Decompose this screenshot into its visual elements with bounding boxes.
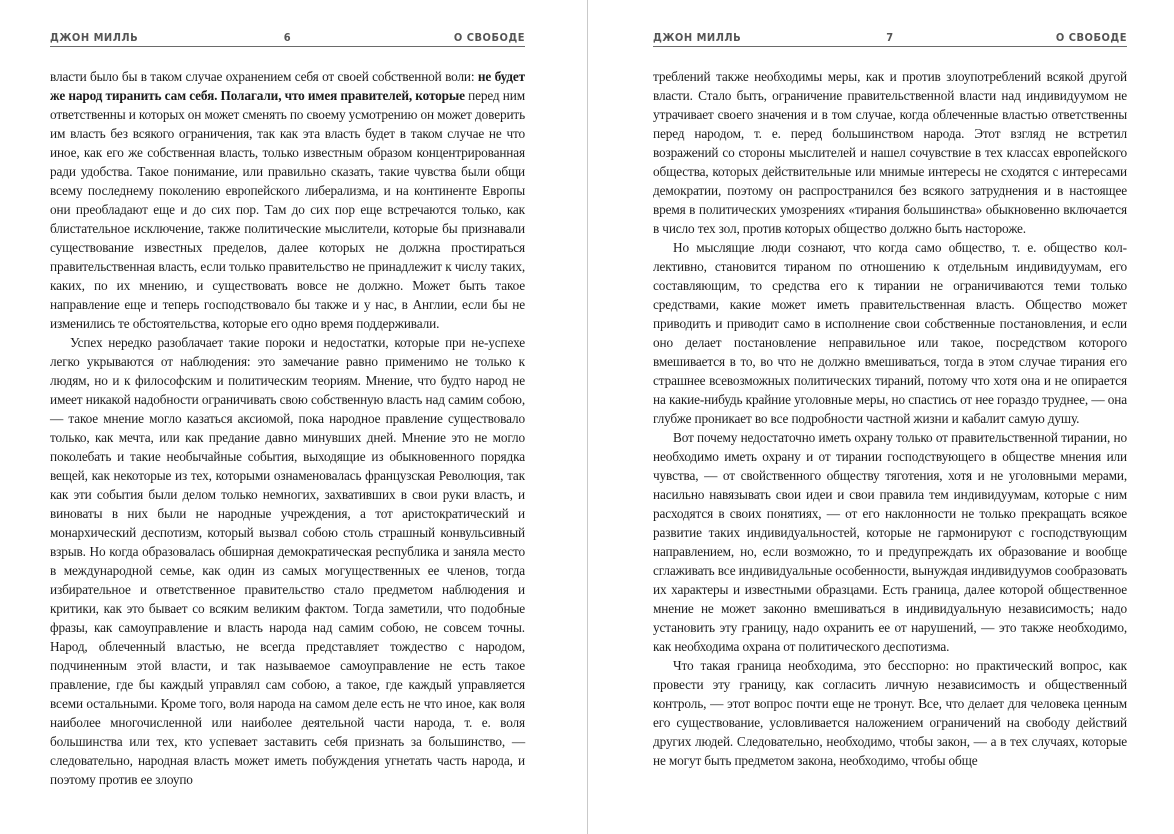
paragraph [50,67,525,333]
page-gutter [587,0,588,834]
paragraph [50,333,525,789]
paragraph: Вот почему недостаточно иметь охрану только от правительственной тирании, но необходимо иметь охрану и от тирании господствующего в обществе мнения или чувства, — от свойственного обществу тяготения, хотя и не уголовными мерами, насильно навязывать свои идеи и свои правила тем индивидуумам, которые с ним расходятся в своих понятиях, — от его наклонности не только прекращать всякое развитие таких индивидуальностей, которые не гармонируют с господствующим направлением, но, если возможно, то и предупреждать их образование и вообще сглаживать все индивидуальные особенности, вынуждая индивидуумов сообразовать их характеры и известными образцами. Есть граница, далее которой общественное мнение не может законно вмешиваться в индивидуальную независимость; надо установить эту границу, надо охранить ее от нарушений, — это также необходимо, как необходима охрана от политического деспотизма. [653,430,1127,654]
running-header [50,31,525,45]
paragraph-text: власти было бы в таком случае охранением себя от своей собственной воли: [50,69,478,84]
header-author: ДЖОН МИЛЛЬ [653,31,742,44]
paragraph-bold-text: не будет же народ тиранить сам себя. Полагали, что имея правителей, которые [50,69,525,103]
paragraph: Но мыслящие люди сознают, что когда само общество, т. е. общество коллективно, становится тираном по отношению к отдельным индивидуумам, его составляющим, то средства его к тирании не ограничиваются теми только средствами, какие может иметь правительственная власть. Общество может приводить и приводит само в исполнение свои собственные постановления, и если оно делает постановление неправильное или такое, посредством которого вмешивается в то, во что не должно вмешиваться, тогда в этом случае тирания его страшнее всевозможных политических тираний, потому что хотя она и не опирается на какие-нибудь крайние уголовные меры, но спастись от нее гораздо труднее, — она глубже проникает во все подробности частной жизни и кабалит самую душу. [653,240,1127,426]
paragraph: треблений также необходимы меры, как и против злоупотреблений всякой другой власти. Стало быть, ограничение правительственной власти над индивидуумом не утрачивает своего значения и в том случае, когда облеченные властью ответственны перед народом, т. е. перед большинством народа. Этот взгляд не встретил возражений со стороны мыслителей и нашел сочувствие в тех классах европейского общества, которых действительные или мнимые интересы не сходятся с интересами демократии, поэтому он распространился без всякого затруднения и в настоящее время в политических умозрениях «тирания большинства» обыкновенно включается в число тех зол, против которых общество должно быть настороже. [653,69,1127,236]
header-rule [50,46,525,47]
header-title: О СВОБОДЕ [453,31,525,44]
header-author: ДЖОН МИЛЛЬ [50,31,139,44]
paragraph: Что такая граница необходима, это бесспорно: но практический вопрос, как провести эту границу, как согласить личную независимость и общественный контроль, — этот вопрос почти еще не тронут. Все, что делает для человека ценным его существование, условливается наложением ограничений на свободу действий других людей. Следовательно, необходимо, чтобы закон, — а в тех случаях, которые не могут быть предметом закона, необходимо, чтобы обще [653,658,1127,768]
page-number: 6 [283,31,292,44]
right-page [653,0,1127,834]
page-body [653,67,1127,770]
left-page [50,0,525,834]
header-title: О СВОБОДЕ [1055,31,1127,44]
header-rule [653,46,1127,47]
page-body [50,67,525,789]
page-number: 7 [886,31,894,44]
paragraph-text: перед ним ответственны и которых он может сменять по своему усмотрению он может доверить им власть без всякого ограничения, так как эта власть будет в таком случае не что иное, как его же собственная власть, только известным образом концентрированная ради удобства. Такое понимание, или правильно сказать, такие чувства были общи всему последнему поколению европейского либерализма, и на континенте Европы они преобладают еще и до сих пор. Там до сих пор еще встречаются только, как блистательное исключение, также политические мыслители, которые бы признавали существование известных пределов, далее которых не должна простираться правительственная власть, если только правительство не принадлежит к числу таких, каких, по их мнению, и существовать вовсе не должно. Может быть такое направление еще и теперь господствовало бы также и у нас, в Англии, если бы не изменились те обстоятельства, которые его одно время поддерживали. [50,88,525,331]
paragraph-text: Успех нередко разоблачает такие пороки и недостатки, которые при не-успехе легко укрываются от наблюдения: это замечание равно применимо не только к людям, но и к философским и политическим теориям. Мнение, что будто народ не имеет никакой надобности ограничивать свою собственную власть над самим собою, — такое мнение могло казаться аксиомой, пока народное правление существовало только, как мечта, или как предание давно минувших дней. Мнение это не могло поколебать и такие необычайные события, выходящие из обыкновенного порядка вещей, как некоторые из тех, которыми ознаменовалась французская Революция, так как эти события были делом только немногих, захвативших в свои руки власть, и виноваты в них были не народные учреждения, а тот аристократический и монархический деспотизм, который вызвал собою столь страшный конвульсивный взрыв. Но когда образовалась обширная демократическая республика и заняла место в международной семье, как один из самых могущественных ее членов, тогда избирательное и ответственное правительство стало предметом наблюдения и критики, как это бывает со всяким великим фактом. Тогда заметили, что подобные фразы, как самоуправление и власть народа над самим собою, не совсем точны. Народ, облеченный властью, не всегда представляет тождество с народом, подчиненным этой власти, и так называемое самоуправление не есть такое правление, где бы каждый управлял сам собою, а такое, где каждый управляется всеми остальными. Кроме того, воля народа на самом деле есть не что иное, как воля наиболее многочисленной или наиболее деятельной части народа, т. е. воля большинства или тех, кто успевает заставить себя признать за большинство, — следовательно, народная власть может иметь побуждения угнетать часть народа, и поэтому против ее злоупо [50,335,525,787]
running-header [653,31,1127,45]
